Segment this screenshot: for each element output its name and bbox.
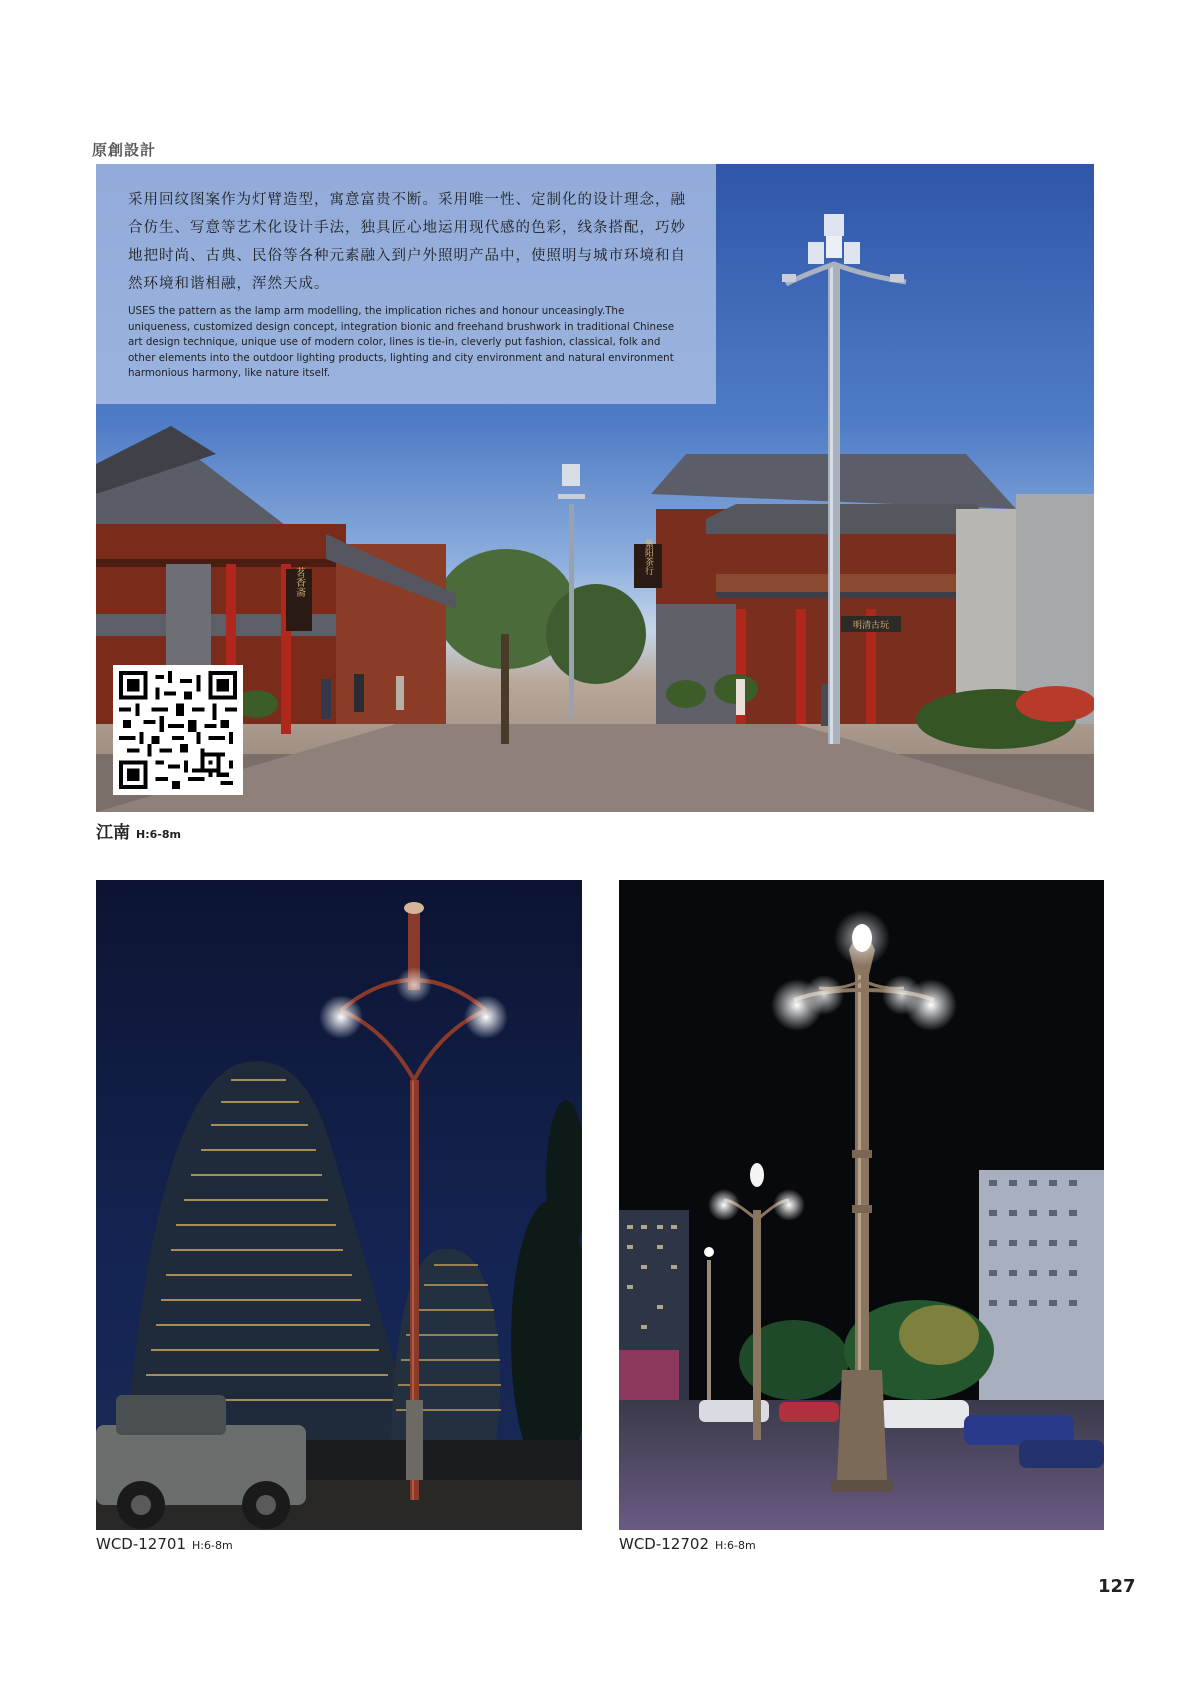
caption-wcd-12702 [619, 1535, 756, 1553]
section-title: 原創設計 [92, 141, 157, 159]
photo-wcd-12701-scene [96, 880, 582, 1530]
shop-sign-left: 茗香斋 [293, 567, 305, 597]
photo-wcd-12702 [619, 880, 1104, 1530]
caption-wcd-12702-name: WCD-12702 [619, 1535, 709, 1553]
shop-plaque: 明清古玩 [852, 621, 890, 631]
photo-wcd-12701 [96, 880, 582, 1530]
caption-jiangnan [96, 818, 181, 843]
qr-code-icon [119, 671, 237, 789]
caption-jiangnan-name: 江南 [96, 823, 130, 843]
caption-jiangnan-height: H:6-8m [136, 828, 181, 841]
intro-text-en: USES the pattern as the lamp arm modelling, the implication riches and honour unceasingly.The uniqueness, customized design concept, integration bionic and freehand brushwork in traditional Chinese art design technique, unique use of modern color, lines is tie-in, cleverly put fashion, classical, folk and other elements into the outdoor lighting products, lighting and city environment and natural environment harmonious harmony, like nature itself. [128, 305, 675, 379]
caption-wcd-12701-height: H:6-8m [192, 1539, 233, 1552]
photo-wcd-12702-scene [619, 880, 1104, 1530]
caption-wcd-12701 [96, 1535, 233, 1553]
caption-wcd-12702-height: H:6-8m [715, 1539, 756, 1552]
shop-sign-right: 紫阳茶行 [643, 539, 653, 575]
intro-textbox [96, 164, 716, 404]
caption-wcd-12701-name: WCD-12701 [96, 1535, 186, 1553]
intro-text-cn: 采用回纹图案作为灯臂造型，寓意富贵不断。采用唯一性、定制化的设计理念，融合仿生、写意等艺术化设计手法，独具匠心地运用现代感的色彩，线条搭配，巧妙地把时尚、古典、民俗等各种元素融入到户外照明产品中，使照明与城市环境和自然环境和谐相融，浑然天成。 [128, 192, 686, 292]
page-number: 127 [1098, 1576, 1136, 1597]
qr-code[interactable] [113, 665, 243, 795]
